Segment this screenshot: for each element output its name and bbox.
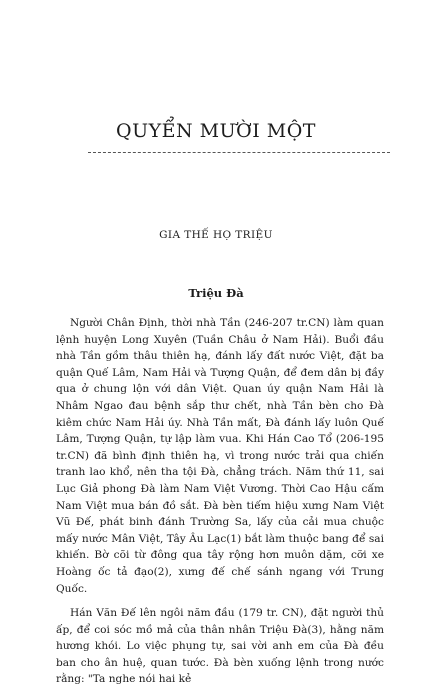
body-text (56, 315, 384, 694)
paragraph: Người Chân Định, thời nhà Tần (246-207 tr.CN) làm quan lệnh huyện Long Xuyên (Tuần Châu ở Nam Hải). Buổi đầu nhà Tần gồm thâu thiên hạ, đánh lấy đất nước Việt, đặt ba quận Quế Lâm, Nam Hải và Tượng Quận, để đem dân bị đầy qua ở chung lộn với dân Việt. Quan úy quận Nam Hải là Nhâm Ngao đau bệnh sắp thư chết, nhà Tần bèn cho Đà kiêm chức Nam Hải úy. Nhà Tần mất, Đà đánh lấy luôn Quế Lâm, Tượng Quận, tự lập làm vua. Khi Hán Cao Tổ (206-195 tr.CN) đã bình định thiên hạ, vì trong nước trải qua chiến tranh lao khổ, nên tha tội Đà, chẳng trách. Năm thứ 11, sai Lục Giả phong Đà làm Nam Việt Vương. Thời Cao Hậu cấm Nam Việt mua bán đồ sắt. Đà bèn tiếm hiệu xưng Nam Việt Vũ Đế, phát binh đánh Trường Sa, lấy của cải mua chuộc mấy nước Mân Việt, Tây Âu Lạc(1) bắt làm thuộc bang để sai khiến. Bờ cõi từ đông qua tây rộng hơn muôn dặm, cỡi xe Hoàng ốc tả đạo(2), xưng đế chế sánh ngang với Trung Quốc. (56, 317, 384, 595)
chapter-title: QUYỂN MƯỜI MỘT (116, 120, 316, 142)
subsection-title: Triệu Đà (188, 286, 244, 300)
section-title: GIA THẾ HỌ TRIỆU (159, 229, 273, 241)
title-divider (88, 152, 390, 153)
paragraph: Hán Văn Đế lên ngôi năm đầu (179 tr. CN), đặt người thủ ấp, để coi sóc mồ mả của thân nhân Triệu Đà(3), hằng năm hương khói. Lo việc phụng tự, sai vời anh em của Đà đều ban cho ân huệ, quan tước. Đà bèn xuống lệnh trong nước rằng: "Ta nghe nói hai kẻ (56, 607, 384, 686)
